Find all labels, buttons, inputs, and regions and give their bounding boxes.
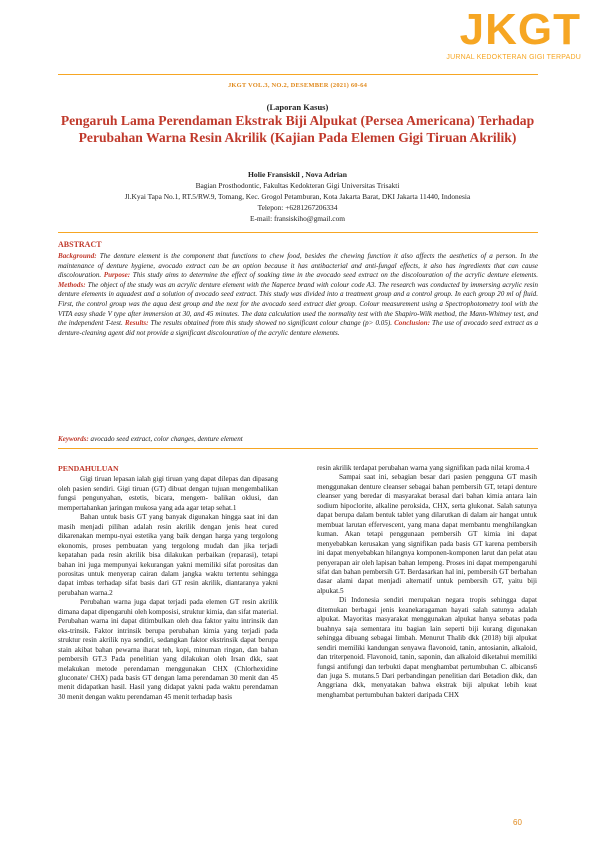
phone: Telepon: +6281267206334	[257, 203, 338, 212]
logo-subtitle: JURNAL KEDOKTERAN GIGI TERPADU	[446, 54, 581, 61]
paper-title: Pengaruh Lama Perendaman Ekstrak Biji Alpukat (Persea Americana) Terhadap Perubahan Warna Resin Akrilik (Kajian Pada Elemen Gigi Tiruan Akrilik)	[60, 113, 535, 145]
methods-text: The object of the study was an acrylic denture element with the Naperce brand with colour code A3. The research was conducted by immersing acrylic resin denture elements in aquadest and a solution of avocado seed extract. This study was divided into a treatment group and a control group. In each group 20 ml of fluid. First, the control group was the aqua dest group and the next for the avocado seed extract diet group. Colour measurement using a Spectrophotometry tool with the VITA easy shade V type after immersion at 30, and 45 minutes. The data calculation used the normality test with the Shapiro-Wilk method, the Mann-Whitney test, and the independent T-test.	[58, 280, 538, 328]
paragraph: Di Indonesia sendiri merupakan negara tropis sehingga dapat ditemukan berbagai jenis keanekaragaman hayati salah satunya adalah alpukat. Mayoritas masyarakat menggunakan alpukat hanya sebatas pada buahnya saja sementara itu bagian lain seperti biji kurang digunakan sehingga dibuang sebagai limbah. Menurut Thalib dkk (2018) biji alpukat sendiri memiliki kandungan senyawa flavonoid, tanin, antosianin, alkaloid, dan triterpenoid. Flavonoid, tanin, saponin, dan alkaloid diketahui memiliki fungsi antifungi dan terbukti dapat menghambat pertumbuhan C. albicans6 dan juga S. mutans.5 Dari perbandingan penelitian dari Betadion dkk, dan Anggriana dkk, menyatakan bahwa ekstrak biji alpukat lebih kuat menghambat pertumbuhan bakteri daripada CHX	[317, 596, 537, 699]
methods-label: Methods:	[58, 280, 86, 289]
page-number: 60	[513, 818, 522, 827]
abstract-bottom-rule	[58, 448, 538, 449]
affiliation: Bagian Prosthodontic, Fakultas Kedokteran Gigi Universitas Trisakti	[195, 181, 400, 190]
paragraph: Sampai saat ini, sebagian besar dari pasien pengguna GT masih menggunakan denture cleanser sebagai bahan pembersih GT, tetapi denture cleanser yang beredar di masyarakat berasal dari bahan kimia antara lain sodium hipoclorite, alkaline peroksida, CHX, serta glukonat. Salah satunya dapat berupa dalam bentuk tablet yang dilarutkan di dalam air hangat untuk membuat larutan effervescent, yang mana dapat membantu menghilangkan kuman. Akan tetapi penggunaan pembersih GT kimia ini dapat menyebabkan kerusakan yang signifikan pada basis GT karena pembersih ini dapat menyebabkan hilangnya komponen-komponen larut dan pelat atau penyerapan air oleh lapisan bahan lempeng. Proses ini dapat mempengaruhi sifat dan bahan pembersih GT. Berdasarkan hal ini, pembersih GT berbahan dasar alami dapat menjadi alternatif untuk pembersih GT, yaitu biji alpukat.5	[317, 473, 537, 595]
keywords-label: Keywords:	[58, 435, 89, 443]
section-heading: PENDAHULUAN	[58, 464, 119, 473]
authors: Holie Fransiskil , Nova Adrian	[248, 170, 347, 179]
journal-reference: JKGT VOL.3, NO.2, DESEMBER (2021) 60-64	[227, 82, 368, 89]
paragraph: Bahan untuk basis GT yang banyak digunakan hingga saat ini dan masih menjadi pilihan adalah resin akrilik dengan jenis heat cured dikarenakan mempu-nyai estetika yang baik dengan harga yang tergolong ekonomis, proses pembuatan yang tergolong mudah dan jika terjadi kepatahan pada resin akrilik bisa dilakukan perbaikan (reparasi), tetapi bahan ini juga mempunyai kekurangan yakni memiliki sifat porositas dan porositas untuk menyerap cairan dalam jangka waktu tertentu sehingga dapat imbas terhadap sifat basis dari GT resin akrilik, diantaranya yakni perubahan warna.2	[58, 513, 278, 597]
abstract-body	[58, 252, 538, 338]
paragraph: Gigi tiruan lepasan ialah gigi tiruan yang dapat dilepas dan dipasang oleh pasien sendiri. Gigi tiruan (GT) dibuat dengan tujuan mengembalikan fungsi pengunyahan, estetis, bicara, mengem- balikan oklusi, dan mempertahankan jaringan mukosa yang ada agar tetap sehat.1	[58, 475, 278, 512]
report-type: (Laporan Kasus)	[266, 102, 329, 112]
journal-logo	[431, 5, 581, 61]
keywords	[58, 435, 538, 443]
abstract-heading: ABSTRACT	[58, 240, 102, 249]
address: Jl.Kyai Tapa No.1, RT.5/RW.9, Tomang, Kec. Grogol Petamburan, Kota Jakarta Barat, DKI Jakarta 11440, Indonesia	[124, 192, 471, 201]
email: E-mail: fransiskiho@gmail.com	[249, 214, 346, 223]
background-text: The denture element is the component that functions to chew food, besides the chewing function it also affects the aesthetics of a person. In the maintenance of denture hygiene, avocado extract can be an option because it has antibacterial and anti-fungal effects, it also has ingredients that can cause discolouration.	[58, 252, 538, 280]
results-label: Results:	[124, 319, 149, 328]
keywords-text: avocado seed extract, color changes, denture element	[88, 435, 243, 443]
conclusion-text: The use of avocado seed extract as a denture-cleaning agent did not provide a significant discolouration of the acrylic denture elements.	[58, 319, 538, 337]
right-column	[317, 464, 537, 700]
conclusion-label: Conclusion:	[394, 319, 430, 328]
purpose-text: This study aims to determine the effect of soaking time in the avocado seed extract on the discolouration of the acrylic denture elements.	[130, 271, 538, 280]
logo-text: JKGT	[459, 5, 581, 54]
paragraph: resin akrilik terdapat perubahan warna yang signifikan pada nilai kroma.4	[317, 464, 530, 472]
abstract-top-rule	[58, 232, 538, 233]
header-divider	[58, 74, 538, 75]
left-column	[58, 464, 278, 702]
purpose-label: Purpose:	[103, 271, 131, 280]
background-label: Background:	[58, 252, 97, 260]
paragraph: Perubahan warna juga dapat terjadi pada elemen GT resin akrilik dimana dapat dipengaruhi oleh komposisi, struktur kimia, dan sifat material. Perubahan warna ini dapat ditimbulkan oleh dua faktor yaitu intrinsik dan eks-trinsik. Faktor intrinsik berupa perubahan kimia yang terjadi pada struktur resin akrilik nya sendiri, sedangkan faktor ekstrinsik dapat berupa stain akibat bahan pewarna iharat teh, kopi, minuman ringan, dan bahan pembersih GT.3 Pada penelitian yang dilakukan oleh Irsan dkk, saat melakukan metode perendaman menggunakan CHX (Chlorhexidine gluconate/ CHX) pada basis GT dengan lama perendaman 30 menit dan 45 menit didapatkan hasil. Hasil yang didapat yakni pada waktu perendaman 30 menit dengan waktu perendaman 45 menit terhadap basis	[58, 598, 278, 701]
results-text: The results obtained from this study showed no significant colour change (p> 0.05).	[148, 319, 393, 328]
